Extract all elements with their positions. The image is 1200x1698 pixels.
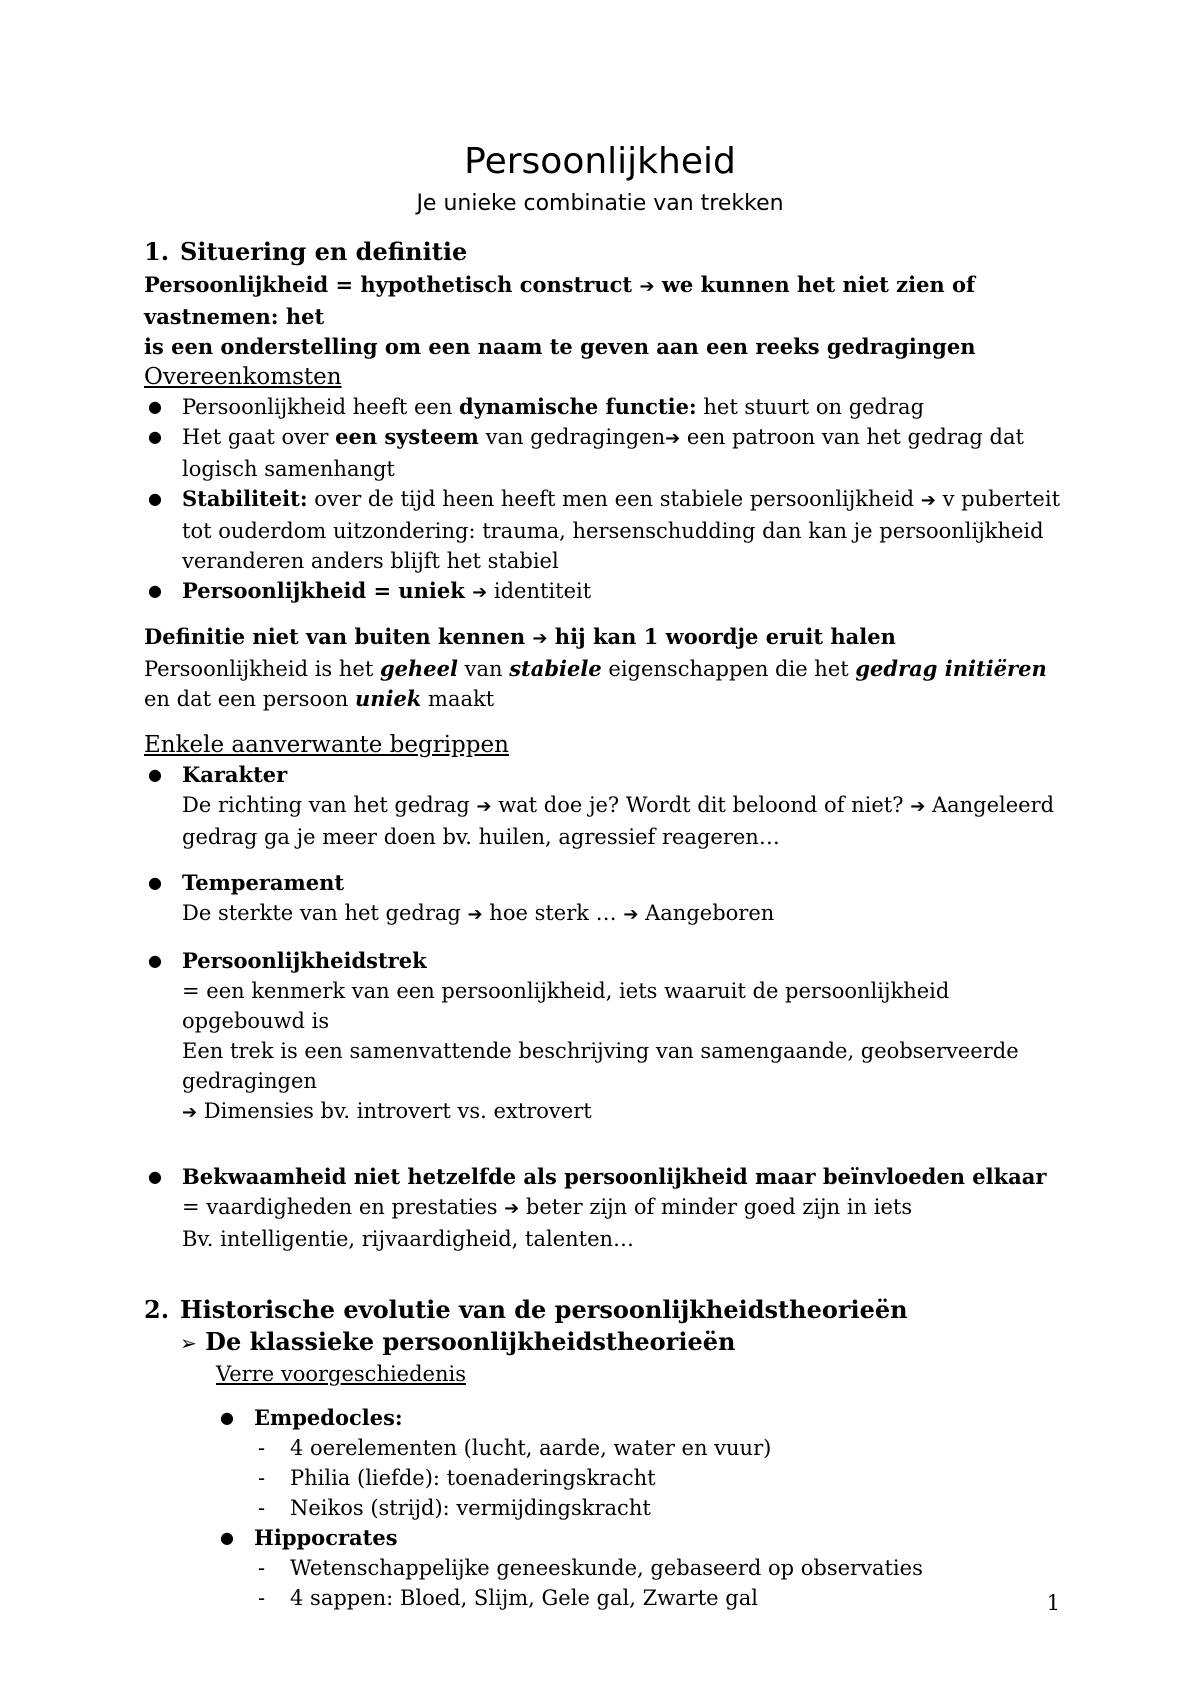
arrow-icon: ➔ (472, 582, 488, 603)
term-text: hoe sterk … (482, 901, 624, 925)
term-text: Aangeboren (638, 901, 775, 925)
term-heading: Temperament (182, 870, 345, 895)
arrow-icon: ➔ (623, 904, 639, 925)
arrow-icon: ➔ (504, 1198, 520, 1219)
item-bold: Stabiliteit: (182, 486, 308, 511)
hippocrates-list (254, 1553, 1064, 1613)
section-title: Situering en definitie (180, 237, 468, 266)
dash-item (254, 1433, 1064, 1463)
def-emph: uniek (354, 686, 422, 711)
overeenkomsten-heading: Overeenkomsten (144, 364, 342, 390)
definitie-heading-text: Definitie niet van buiten kennen (144, 624, 533, 649)
arrow-icon: ➔ (476, 796, 492, 817)
item-text: Het gaat over (182, 425, 336, 449)
definitie-text (144, 654, 1064, 714)
term-text: Dimensies bv. introvert vs. extrovert (197, 1099, 592, 1123)
term-text: De richting van het gedrag (182, 793, 477, 817)
page-subtitle: Je unieke combinatie van trekken (416, 191, 784, 216)
term-text: wat doe je? Wordt dit beloond of niet? (491, 793, 911, 817)
dash-item (254, 1553, 1064, 1583)
list-item-temperament (144, 868, 1064, 930)
voorgeschiedenis-label (216, 1359, 1064, 1389)
section-2-heading (144, 1294, 1064, 1326)
voorgeschiedenis-text: Verre voorgeschiedenis (216, 1362, 467, 1386)
term-text: Aangeleerd gedrag ga je meer doen bv. huilen, agressief reageren… (182, 793, 1055, 849)
def-text: eigenschappen die het (601, 657, 856, 681)
bullet-icon: ● (148, 427, 162, 446)
dash-text: Neikos (strijd): vermijdingskracht (290, 1496, 651, 1520)
def-emph: geheel (379, 656, 458, 681)
bullet-icon: ● (148, 951, 162, 970)
empedocles-list (254, 1433, 1064, 1523)
list-item-karakter (144, 760, 1064, 852)
list-item (144, 576, 1064, 608)
dash-text: 4 sappen: Bloed, Slijm, Gele gal, Zwarte gal (290, 1586, 758, 1610)
section-number: 2. (144, 1295, 170, 1324)
term-heading: Bekwaamheid niet hetzelfde als persoonlijkheid maar beïnvloeden elkaar (182, 1164, 1047, 1189)
bullet-icon: ● (220, 1408, 234, 1427)
subsection (180, 1326, 1064, 1613)
arrow-icon: ➔ (910, 796, 926, 817)
term-text: = vaardigheden en prestaties (182, 1195, 505, 1219)
section-title: Historische evolutie van de persoonlijkheidstheorieën (180, 1295, 908, 1324)
definitie-heading-text: hij kan 1 woordje eruit halen (547, 624, 896, 649)
page-number: 1 (1046, 1591, 1060, 1615)
definitie-heading (144, 622, 1064, 654)
item-text: van gedragingen (478, 425, 666, 449)
def-text: en dat een persoon (144, 687, 355, 711)
dash-icon: - (258, 1466, 266, 1490)
construct-text: we kunnen het niet zien of vastnemen: het (144, 272, 976, 329)
aanverwante-heading: Enkele aanverwante begrippen (144, 732, 509, 758)
bullet-icon: ● (148, 397, 162, 416)
page-title: Persoonlijkheid (464, 141, 736, 182)
personen-list (216, 1403, 1064, 1613)
section-1-heading (144, 236, 1064, 268)
begrippen-list (144, 760, 1064, 1254)
person-heading: Empedocles: (254, 1405, 403, 1430)
list-item-trek (144, 946, 1064, 1128)
list-item-hippocrates (216, 1523, 1064, 1613)
arrow-icon: ➔ (467, 904, 483, 925)
term-text: beter zijn of minder goed zijn in iets (519, 1195, 913, 1219)
construct-term: Persoonlijkheid = hypothetisch construct (144, 272, 633, 297)
definition-construct (144, 270, 1064, 362)
dash-text: Philia (liefde): toenaderingskracht (290, 1466, 656, 1490)
bullet-icon: ● (148, 1167, 162, 1186)
content (144, 236, 1064, 1613)
term-heading: Persoonlijkheidstrek (182, 948, 427, 973)
def-text: Persoonlijkheid is het (144, 657, 380, 681)
dash-icon: - (258, 1586, 266, 1610)
dash-icon: - (258, 1556, 266, 1580)
item-text: v puberteit tot ouderdom uitzondering: trauma, hersenschudding dan kan je persoonlijkheid veranderen anders blijft het stabiel (182, 487, 1061, 573)
def-emph: gedrag initiëren (855, 656, 1047, 681)
dash-item (254, 1583, 1064, 1613)
section-number: 1. (144, 237, 170, 266)
bullet-icon: ● (148, 581, 162, 600)
person-heading: Hippocrates (254, 1525, 398, 1550)
dash-icon: - (258, 1496, 266, 1520)
dash-item (254, 1463, 1064, 1493)
dash-icon: - (258, 1436, 266, 1460)
item-text: identiteit (487, 579, 592, 603)
overeenkomsten-list (144, 392, 1064, 608)
arrow-icon: ➔ (665, 428, 681, 449)
list-item-empedocles (216, 1403, 1064, 1523)
subsection-title: De klassieke persoonlijkheidstheorieën (205, 1327, 736, 1356)
dash-item (254, 1493, 1064, 1523)
term-heading: Karakter (182, 762, 288, 787)
item-bold: Persoonlijkheid = uniek (182, 578, 473, 603)
bullet-icon: ● (220, 1528, 234, 1547)
dash-text: 4 oerelementen (lucht, aarde, water en vuur) (290, 1436, 772, 1460)
term-text: = een kenmerk van een persoonlijkheid, iets waaruit de persoonlijkheid opgebouwd is (182, 979, 950, 1033)
arrow-icon: ➔ (639, 276, 655, 297)
item-bold: dynamische functie: (459, 394, 697, 419)
term-text: Bv. intelligentie, rijvaardigheid, talenten… (182, 1227, 635, 1251)
bullet-icon: ● (148, 489, 162, 508)
item-text: Persoonlijkheid heeft een (182, 395, 460, 419)
def-text: maakt (421, 687, 495, 711)
list-item-bekwaamheid (144, 1162, 1064, 1254)
item-text: een patroon van het gedrag dat logisch samenhangt (182, 425, 1024, 481)
construct-text-cont: is een onderstelling om een naam te geven aan een reeks gedragingen (144, 334, 976, 359)
list-item (144, 484, 1064, 576)
term-text: De sterkte van het gedrag (182, 901, 468, 925)
arrow-bullet-icon: ➢ (180, 1331, 197, 1355)
arrow-icon: ➔ (532, 628, 548, 649)
item-text: over de tijd heen heeft men een stabiele persoonlijkheid (307, 487, 921, 511)
arrow-icon: ➔ (182, 1102, 198, 1123)
def-emph: stabiele (509, 656, 602, 681)
list-item (144, 392, 1064, 422)
term-text: Een trek is een samenvattende beschrijving van samengaande, geobserveerde gedragingen (182, 1039, 1019, 1093)
list-item (144, 422, 1064, 484)
subsection-heading (180, 1326, 1064, 1359)
bullet-icon: ● (148, 765, 162, 784)
item-text: het stuurt on gedrag (696, 395, 925, 419)
item-bold: een systeem (335, 424, 479, 449)
arrow-icon: ➔ (920, 490, 936, 511)
dash-text: Wetenschappelijke geneeskunde, gebaseerd op observaties (290, 1556, 923, 1580)
def-text: van (457, 657, 510, 681)
bullet-icon: ● (148, 873, 162, 892)
